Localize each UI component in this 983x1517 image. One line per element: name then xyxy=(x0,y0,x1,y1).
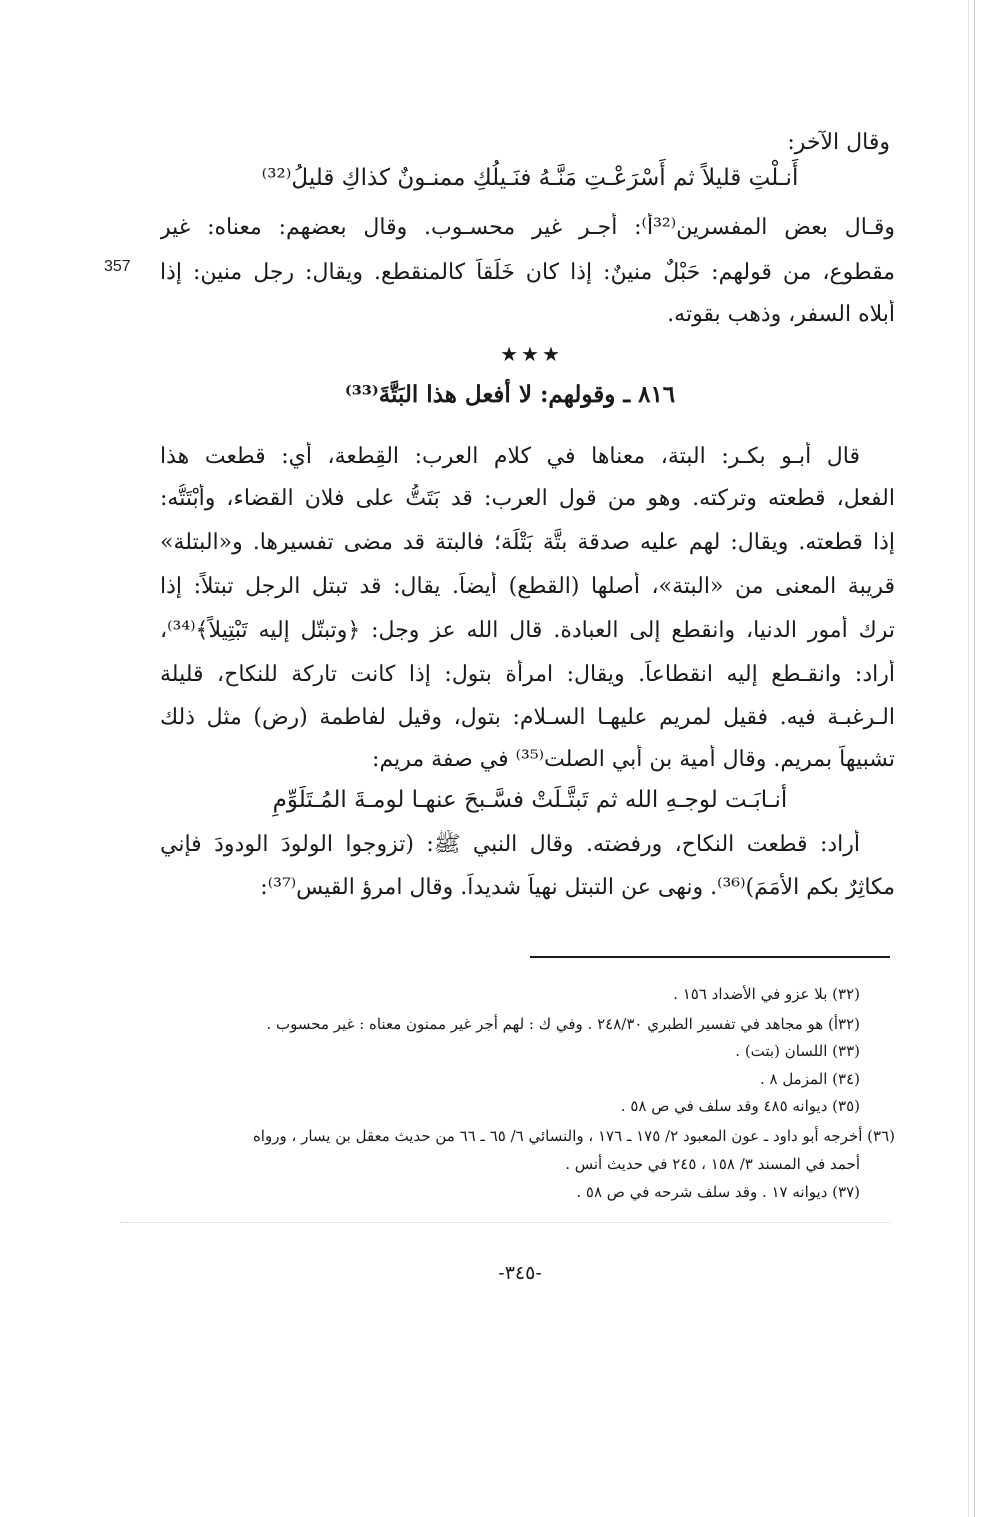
paragraph-line: قريبة المعنى من «البتة»، أصلها (القطع) أيضاً. يقال: قد تبتل الرجل تبتلاً: إذا xyxy=(160,574,895,599)
paragraph-line: الفعل، قطعته وتركته. وهو من قول العرب: قد بَتَتُّ على فلان القضاء، وأَبْتَتُّه: xyxy=(160,486,895,511)
page-number: -٣٤٥- xyxy=(498,1262,542,1284)
text-line-3: وقـال بعض المفسرين⁽³²أ⁾: أجـر غير محسـوب. وقال بعضهم: معناه: غير xyxy=(160,215,895,240)
paragraph-line: إذا قطعته. ويقال: لهم عليه صدقة بتَّة بَتْلَة؛ فالبتة قد مضى تفسيرها. و«البتلة» xyxy=(160,530,895,555)
paragraph-line: الـرغبـة فيه. فقيل لمريم عليهـا السـلام: بتول، وقيل لفاطمة (رض) مثل ذلك xyxy=(160,705,895,730)
section-heading: ٨١٦ ـ وقولهم: لا أفعل هذا البَتَّةَ⁽³³⁾ xyxy=(344,381,676,408)
footnote: (٣٦) أخرجه أبو داود ـ عون المعبود ٢/ ١٧٥ ـ ١٧٦ ، والنسائي ٦/ ٦٥ ـ ٦٦ من حديث معقل بن يسار ، ورواه xyxy=(252,1127,895,1145)
scan-edge-line-secondary xyxy=(968,0,969,1517)
footnote: (٣٢) بلا عزو في الأضداد ١٥٦ . xyxy=(673,985,860,1003)
paragraph-line: أراد: قطعت النكاح، ورفضته. وقال النبي ﷺ: (تزوجوا الولودَ الودودَ فإني xyxy=(160,832,860,857)
paragraph-line: أراد: وانقـطع إليه انقطاعاً. ويقال: امرأة بتول: إذا كانت تاركة للنكاح، قليلة xyxy=(160,662,895,687)
footnote: (٣٧) ديوانه ١٧ . وقد سلف شرحه في ص ٥٨ . xyxy=(576,1183,860,1201)
scan-edge-line xyxy=(974,0,975,1517)
verse-line-2: أنـابَـت لوجـهِ الله ثم تَبتَّـلَتْ فسَّـبحَ عنهـا لومـةَ المُـتَلَوِّمِ xyxy=(272,787,788,813)
footnote: (٣٤) المزمل ٨ . xyxy=(759,1070,860,1088)
footnote: (٣٣) اللسان (بتت) . xyxy=(735,1042,860,1060)
text-line-intro: وقال الآخر: xyxy=(787,130,890,155)
footnote: أحمد في المسند ٣/ ١٥٨ ، ٢٤٥ في حديث أنس . xyxy=(565,1155,860,1173)
verse-line-1: أَنـلْتِ قليلاً ثم أَسْرَعْـتِ مَنَّـهُ فنَـيلُكِ ممنـونٌ كذاكِ قليلُ⁽³²⁾ xyxy=(261,165,799,191)
margin-page-number: 357 xyxy=(104,258,131,275)
section-separator-stars: ★★★ xyxy=(500,342,563,366)
paragraph-line: ترك أمور الدنيا، وانقطع إلى العبادة. قال الله عز وجل: ﴿وتبتّل إليه تَبْتِيلاً﴾⁽³⁴⁾، xyxy=(160,618,895,643)
scan-dotted-line xyxy=(120,1222,890,1224)
paragraph-line: تشبيهاً بمريم. وقال أمية بن أبي الصلت⁽³⁵⁾ في صفة مريم: xyxy=(372,747,895,772)
text-line-5: أبلاه السفر، وذهب بقوته. xyxy=(667,302,895,327)
text-line-4: مقطوع، من قولهم: حَبْلٌ منينٌ: إذا كان خَلَقاً كالمنقطع. ويقال: رجل منين: إذا xyxy=(160,260,895,285)
footnote-rule xyxy=(530,956,890,958)
paragraph-line: مكاثِرٌ بكم الأُمَمَ)⁽³⁶⁾. ونهى عن التبتل نهياً شديداً. وقال امرؤ القيس⁽³⁷⁾: xyxy=(260,875,895,900)
footnote: (٣٥) ديوانه ٤٨٥ وقد سلف في ص ٥٨ . xyxy=(620,1097,860,1115)
paragraph-line: قال أبـو بكـر: البتة، معناها في كلام العرب: القِطعة، أي: قطعت هذا xyxy=(160,444,860,469)
footnote: (٣٢أ) هو مجاهد في تفسير الطبري ٢٤٨/٣٠ . وفي ك : لهم أجر غير ممنون معناه : غير محسوب . xyxy=(266,1015,860,1033)
